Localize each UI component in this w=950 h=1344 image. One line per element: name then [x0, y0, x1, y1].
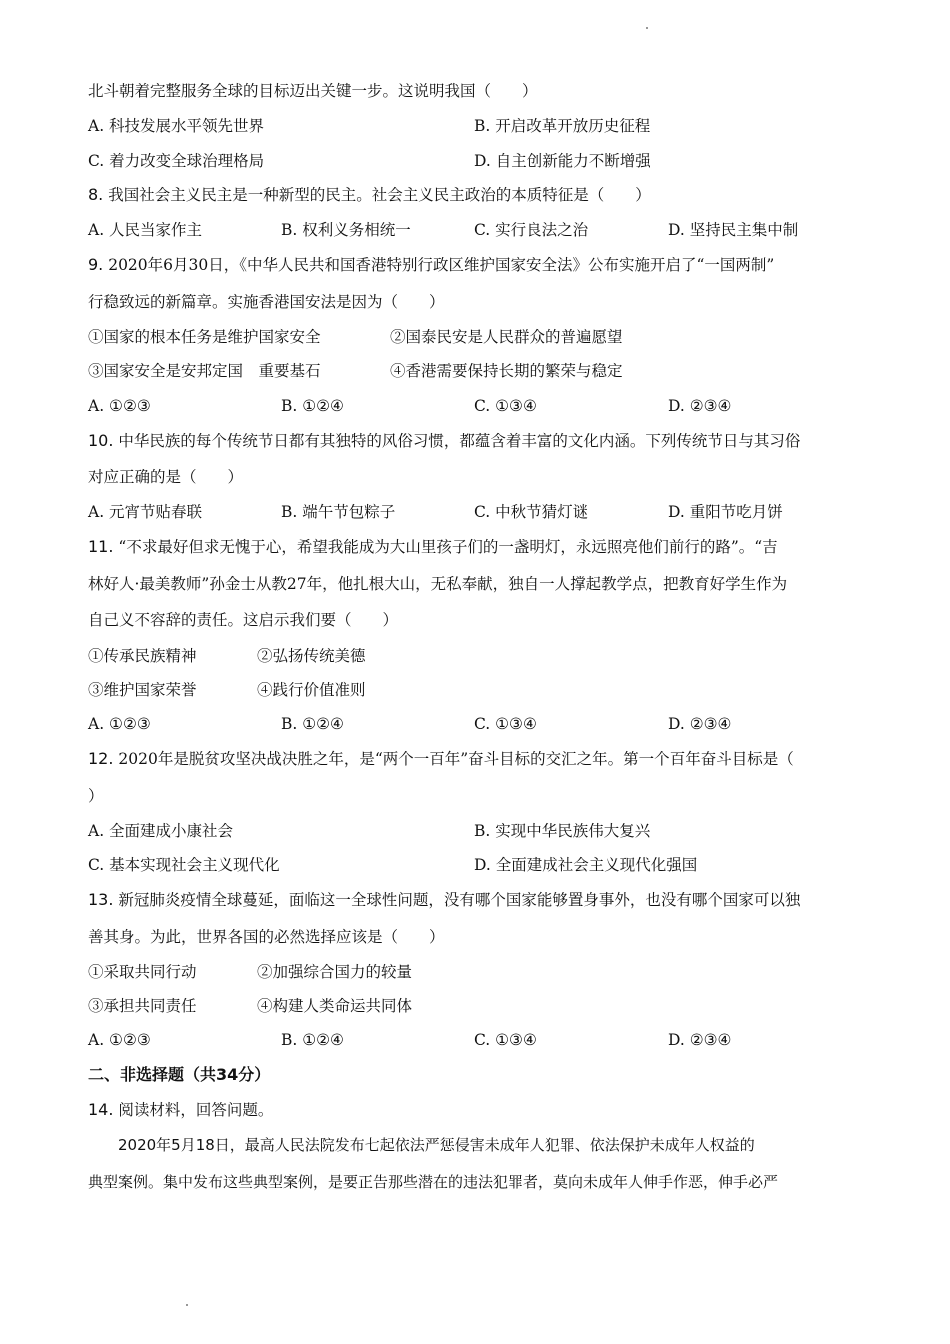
q11-option-b: B. ①②④: [281, 715, 344, 733]
q12-option-a: A. 全面建成小康社会: [88, 822, 234, 840]
q11-stem-line3: 自己义不容辞的责任。这启示我们要（ ）: [88, 611, 399, 629]
q9-number: 9.: [88, 255, 104, 274]
q7-option-a: A. 科技发展水平领先世界: [88, 117, 265, 135]
q9-option-c: C. ①③④: [474, 397, 537, 415]
q14-material-line2: 典型案例。集中发布这些典型案例，是要正告那些潜在的违法犯罪者，莫向未成年人伸手作恶，伸手必严: [88, 1173, 779, 1191]
q13-option-b: B. ①②④: [281, 1031, 344, 1049]
q12-option-b: B. 实现中华民族伟大复兴: [474, 822, 651, 840]
scan-speck-bottom: [186, 1304, 188, 1306]
q11-stem-line1: [88, 537, 778, 557]
q13-option-d: D. ②③④: [668, 1031, 732, 1049]
scan-speck-top: [646, 27, 648, 29]
section-heading-non-choice: 二、非选择题（共34分）: [88, 1065, 271, 1084]
q11-item-3: ③维护国家荣誉: [88, 681, 197, 699]
q9-item-2: ②国泰民安是人民群众的普遍愿望: [390, 328, 623, 346]
q7-stem-continuation: 北斗朝着完整服务全球的目标迈出关键一步。这说明我国（ ）: [88, 82, 538, 100]
q10-stem-line2: 对应正确的是（ ）: [88, 468, 244, 486]
q10-stem: 中华民族的每个传统节日都有其独特的风俗习惯，都蕴含着丰富的文化内涵。下列传统节日与其习俗: [118, 432, 801, 450]
q10-stem-line1: [88, 431, 800, 451]
q7-option-d: D. 自主创新能力不断增强: [474, 152, 651, 170]
q13-number: 13.: [88, 890, 114, 909]
q13-item-2: ②加强综合国力的较量: [257, 963, 413, 981]
q10-option-d: D. 重阳节吃月饼: [668, 503, 783, 521]
q12-number: 12.: [88, 749, 114, 768]
q13-option-c: C. ①③④: [474, 1031, 537, 1049]
q9-option-a: A. ①②③: [88, 397, 151, 415]
q11-option-d: D. ②③④: [668, 715, 732, 733]
q8-stem: 我国社会主义民主是一种新型的民主。社会主义民主政治的本质特征是（ ）: [108, 186, 651, 204]
q8-option-c: C. 实行良法之治: [474, 221, 589, 239]
q13-stem-line1: [88, 890, 800, 910]
q8-option-d: D. 坚持民主集中制: [668, 221, 799, 239]
q11-item-4: ④践行价值准则: [257, 681, 366, 699]
q11-stem: “不求最好但求无愧于心，希望我能成为大山里孩子们的一盏明灯，永远照亮他们前行的路”。“吉: [118, 538, 778, 556]
q10-option-a: A. 元宵节贴春联: [88, 503, 203, 521]
q8-number: 8.: [88, 185, 104, 204]
q13-option-a: A. ①②③: [88, 1031, 151, 1049]
q8-option-b: B. 权利义务相统一: [281, 221, 411, 239]
q9-item-4: ④香港需要保持长期的繁荣与稳定: [390, 362, 623, 380]
q11-stem-line2: 林好人·最美教师”孙金士从教27年，他扎根大山，无私奉献，独自一人撑起教学点，把教育好学生作为: [88, 575, 788, 593]
q8-option-a: A. 人民当家作主: [88, 221, 203, 239]
q9-option-b: B. ①②④: [281, 397, 344, 415]
q12-option-d: D. 全面建成社会主义现代化强国: [474, 856, 698, 874]
q10-option-b: B. 端午节包粽子: [281, 503, 396, 521]
q11-number: 11.: [88, 537, 114, 556]
q10-option-c: C. 中秋节猜灯谜: [474, 503, 589, 521]
q12-stem-line2: ）: [88, 787, 104, 805]
q9-stem: 2020年6月30日，《中华人民共和国香港特别行政区维护国家安全法》公布实施开启了“一国两制”: [108, 256, 775, 274]
q13-stem-line2: 善其身。为此，世界各国的必然选择应该是（ ）: [88, 928, 445, 946]
q8-stem-line: [88, 185, 651, 205]
q11-option-a: A. ①②③: [88, 715, 151, 733]
q9-stem-line2: 行稳致远的新篇章。实施香港国安法是因为（ ）: [88, 293, 445, 311]
q9-stem-line1: [88, 255, 774, 275]
q12-stem-line1: [88, 749, 794, 769]
q11-option-c: C. ①③④: [474, 715, 537, 733]
q10-number: 10.: [88, 431, 114, 450]
q14-material-line1: 2020年5月18日，最高人民法院发布七起依法严惩侵害未成年人犯罪、依法保护未成年人权益的: [118, 1136, 755, 1154]
q9-item-1: ①国家的根本任务是维护国家安全: [88, 328, 321, 346]
q9-option-d: D. ②③④: [668, 397, 732, 415]
q14-number: 14.: [88, 1100, 114, 1119]
q7-option-b: B. 开启改革开放历史征程: [474, 117, 651, 135]
q11-item-2: ②弘扬传统美德: [257, 647, 366, 665]
q11-item-1: ①传承民族精神: [88, 647, 197, 665]
q7-option-c: C. 着力改变全球治理格局: [88, 152, 265, 170]
q14-stem: 阅读材料，回答问题。: [118, 1101, 274, 1119]
q13-item-4: ④构建人类命运共同体: [257, 997, 413, 1015]
q13-item-3: ③承担共同责任: [88, 997, 197, 1015]
q13-stem: 新冠肺炎疫情全球蔓延，面临这一全球性问题，没有哪个国家能够置身事外，也没有哪个国家可以独: [118, 891, 801, 909]
q12-option-c: C. 基本实现社会主义现代化: [88, 856, 280, 874]
q12-stem: 2020年是脱贫攻坚决战决胜之年，是“两个一百年”奋斗目标的交汇之年。第一个百年奋斗目标是（: [118, 750, 794, 768]
q14-stem-line: [88, 1100, 273, 1120]
q9-item-3: ③国家安全是安邦定国 重要基石: [88, 362, 321, 380]
q13-item-1: ①采取共同行动: [88, 963, 197, 981]
